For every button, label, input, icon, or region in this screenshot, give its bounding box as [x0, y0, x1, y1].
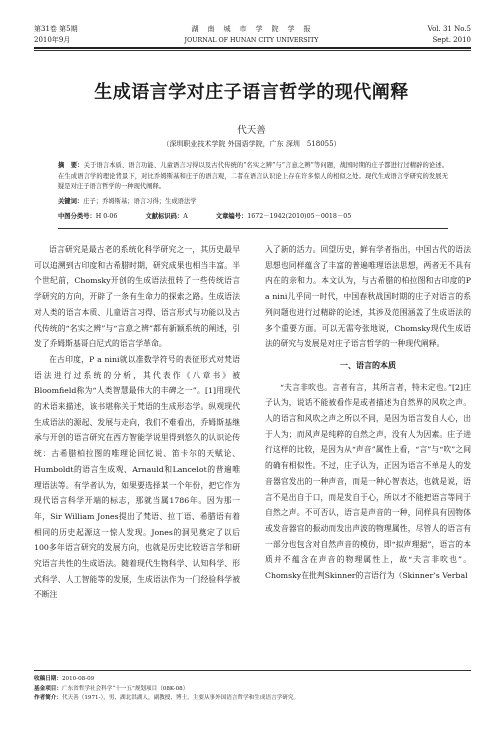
author-affiliation: （深圳职业技术学院 外国语学院，广东 深圳 518055） — [162, 140, 341, 148]
date-cn: 2010年9月 — [34, 36, 71, 44]
header-rule-thin — [34, 50, 471, 51]
footnote-block — [34, 675, 471, 704]
journal-name-en: JOURNAL OF HUNAN CITY UNIVERSITY — [184, 37, 319, 44]
article-no-value: 1672－1942(2010)05－0018－05 — [247, 213, 352, 220]
header-rule-thick — [34, 47, 471, 49]
footer-rule — [34, 670, 471, 671]
received-label: 收稿日期： — [34, 676, 62, 682]
keywords-text: 庄子；乔姆斯基；语言习得；生成语法学 — [83, 198, 197, 205]
volume-issue-en: Vol. 31 No.5 — [427, 25, 471, 33]
abstract — [58, 161, 448, 193]
abstract-text: 关于语言本质、语言功能、儿童语言习得以及古代传统的“名实之辨”与“言意之辨”等问题，战国时期的庄子都进行过精辟的论述。在生成语言学的理论背景下，对比乔姆斯基和庄子的语言观，二者在语言认识论上存在许多惊人的相似之处。现代生成语言学研究的发展无疑是对庄子语言哲学的一种现代阐释。 — [58, 162, 449, 190]
paragraph: 语言研究是最古老的系统化科学研究之一，其历史最早可以追溯到古印度和古希腊时期，研究成果也相当丰富。半个世纪前，Chomsky开创的生成语法扭转了一些传统语言学研究的方向，开辟了一条有生命力的探索之路。生成语法对人类的语言本质、儿童语言习得、语言形式与功能以及古代传统的“名实之辨”与“言意之辨”都有新颖系统的阐述，引发了乔姆斯基哥白尼式的语言学革命。 — [34, 245, 240, 349]
paragraph: 在古印度，P a nini就以准数学符号的表征形式对梵语语法进行过系统的分析，其代表作《八章书》被Bloomfield称为“人类智慧最伟大的丰碑之一”。[1]用现代的术语来描述，该书堪称关于梵语的生成形态学。纵观现代生成语法的源起、发展与走向，我们不难看出，乔姆斯基继承与开创的语言研究在西方智能学说里得到悠久的认识论传统：古希腊柏拉图的唯理论回忆说、笛卡尔的天赋论、Humboldt的语言生成观、Arnauld和Lancelot的普遍唯理语法等。有学者认为，如果要选择某一个年份，把它作为现代语言科学开端的标志，那就当属1786年。因为那一年，Sir William Jones提出了梵语、拉丁语、希腊语有着相同的历史起源这一惊人发现。Jones的洞见奠定了以后100多年语言研究的发展方向，也就是历史比较语言学和研究语言共性的生成语法。随着现代生物科学、认知科学、形式科学、人工智能等的发展，生成语法作为一门经验科学被不断注 — [34, 354, 240, 600]
fund-value: 广东省哲学社会科学“十一五”规划项目（08K-08） — [61, 685, 189, 692]
abstract-divider — [58, 228, 448, 229]
clc-label: 中图分类号： — [58, 213, 96, 220]
article-title: 生成语言学对庄子语言哲学的现代阐释 — [94, 82, 409, 103]
paragraph: “夫言非吹也。言者有言，其所言者，特未定也。”[2]庄子认为，说话不能被看作是或者描述为自然界的风吹之声。人的语言和风吹之声之所以不同，是因为语言发自人心，出于人为；而风声是纯粹的自然之声，没有人为因素。庄子进行这样的比较，是因为从“声音”属性上看，“言”与“吹”之间的确有相似性。不过，庄子认为，正因为语言不单是人的发音器官发出的一种声音，而是一种心智表达，也就是说，语言不是出自于口，而是发自于心，所以才不能把语言等同于自然之声。不可否认，语言是声音的一种，同样具有因物体或发音器官的振动而发出声波的物理属性，尽管人的语言有一部分也包含对自然声音的模仿，即“拟声理据”，语言的本质并不蕴含在声音的物理属性上，故“夫言非吹也”。Chomsky在批判Skinner的言语行为（Skinner’s Verbal — [265, 382, 471, 581]
doc-code-value: A — [183, 213, 188, 220]
keywords-label: 关键词： — [58, 198, 84, 205]
keywords — [58, 196, 448, 205]
paragraph: 入了新的活力。回望历史，鲜有学者指出，中国古代的语法思想也同样蕴含了丰富的普遍唯理语法思想，两者无不具有内在的亲和力。本文认为，与古希腊的柏拉图和古印度的P a nini儿乎同一时代，中国春秋战国时期的庄子对语言的系列问题也进行过精辟的论述，其涉及范围涵盖了生成语法的多个重要方面。可以无需夸张地说，Chomsky现代生成语法的研究与发展是对庄子语言哲学的一种现代阐释。 — [265, 245, 471, 349]
journal-name-cn: 湖 南 城 市 学 院 学 报 — [191, 25, 312, 33]
received-date: 2010-08-09 — [61, 676, 95, 682]
classification-line — [58, 211, 448, 220]
clc-value: H 0-06 — [95, 213, 118, 220]
doc-code-label: 文献标识码： — [145, 213, 184, 220]
fund-label: 基金项目： — [34, 685, 62, 692]
volume-issue-cn: 第31卷 第5期 — [34, 25, 78, 33]
author-name: 代天善 — [237, 125, 266, 136]
author-bio-label: 作者简介： — [34, 695, 62, 701]
section-heading: 一、语言的本质 — [340, 360, 396, 370]
article-no-label: 文章编号： — [215, 213, 248, 220]
left-column — [34, 242, 240, 603]
date-en: Sept. 2010 — [432, 36, 471, 44]
right-column — [265, 242, 471, 584]
author-bio: 代天善（1971-），男，湖北洪湖人，副教授，博士，主要从事外国语言哲学和生成语言学研究。 — [61, 695, 300, 701]
abstract-label: 摘 要： — [58, 162, 84, 169]
